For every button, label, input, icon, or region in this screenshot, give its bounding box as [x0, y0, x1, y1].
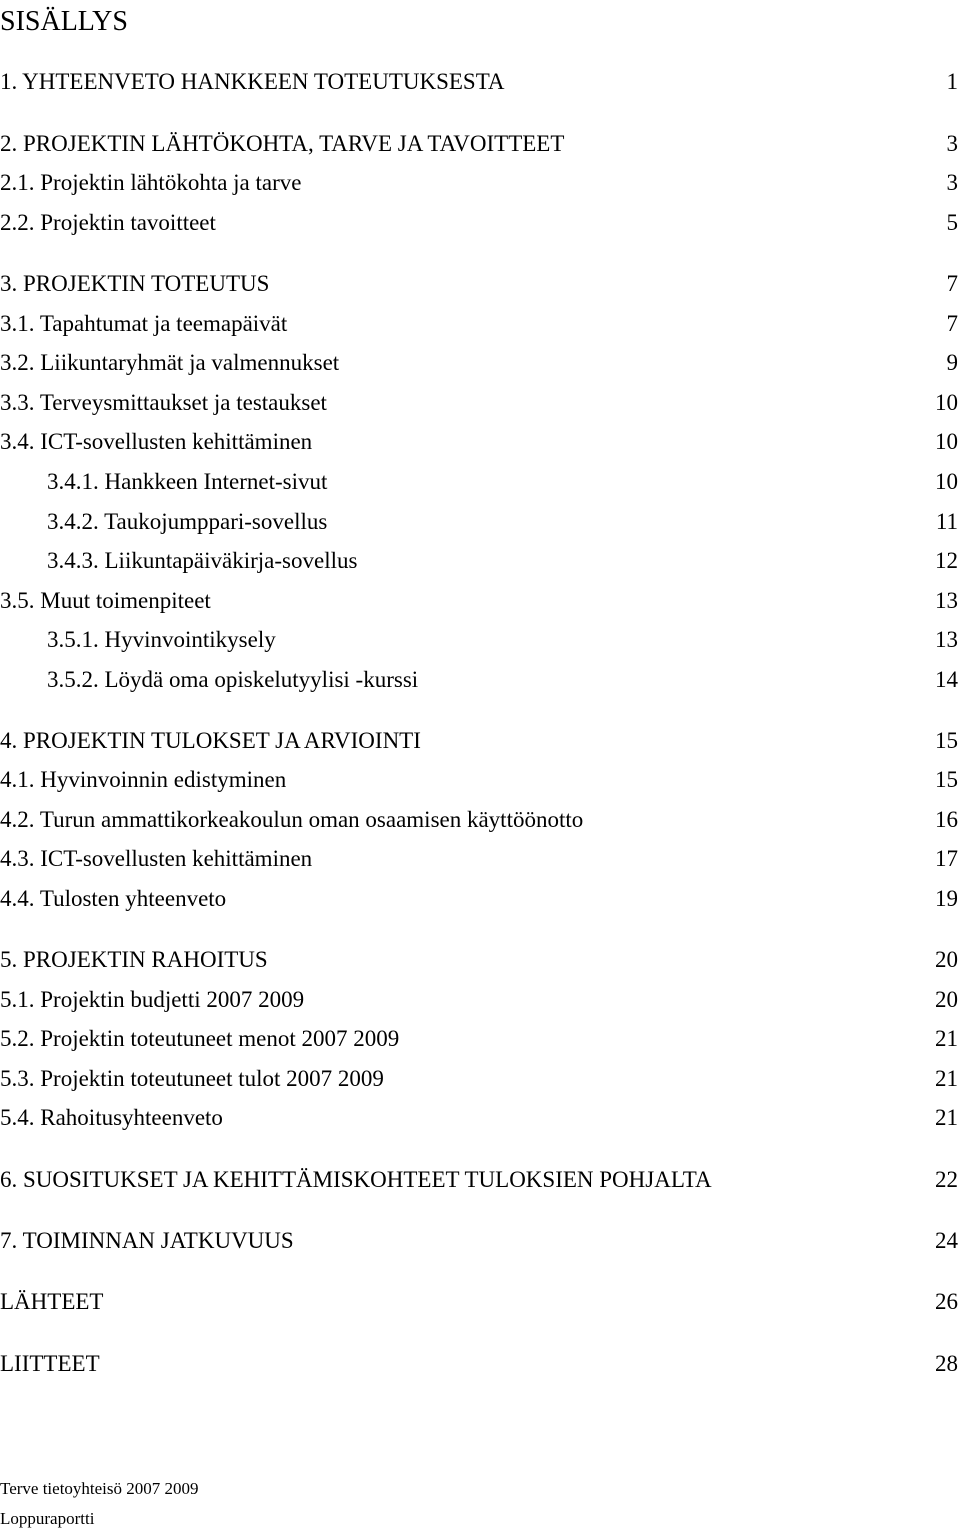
toc-entry-title: 5.2. Projektin toteutuneet menot 2007 2009	[0, 1026, 400, 1051]
toc-entry-title: 3.2. Liikuntaryhmät ja valmennukset	[0, 350, 340, 375]
toc-entry[interactable]	[0, 426, 958, 458]
toc-entry-title: 4.1. Hyvinvoinnin edistyminen	[0, 767, 287, 792]
toc-entry[interactable]	[0, 664, 958, 696]
toc-entry-page: 16	[935, 807, 958, 832]
toc-entry-page: 15	[935, 728, 958, 753]
toc-entry-page: 7	[946, 271, 958, 296]
toc-entry[interactable]	[0, 268, 958, 300]
toc-entry-title: LÄHTEET	[0, 1289, 104, 1314]
toc-entry[interactable]	[0, 506, 958, 538]
toc-entry-title: 3.4.3. Liikuntapäiväkirja-sovellus	[47, 548, 358, 573]
footer-project-name: Terve tietoyhteisö 2007 2009	[0, 1479, 199, 1498]
toc-entry-page: 7	[946, 311, 958, 336]
toc-entry-page: 5	[946, 210, 958, 235]
toc-entry[interactable]	[0, 725, 958, 757]
toc-entry[interactable]	[0, 585, 958, 617]
toc-entry[interactable]	[0, 944, 958, 976]
toc-entry-title: 5.4. Rahoitusyhteenveto	[0, 1105, 223, 1130]
toc-entry-title: 3. PROJEKTIN TOTEUTUS	[0, 271, 270, 296]
toc-entry-title: 7. TOIMINNAN JATKUVUUS	[0, 1228, 294, 1253]
toc-entry[interactable]	[0, 1225, 958, 1257]
toc-entry-page: 10	[935, 390, 958, 415]
toc-entry-page: 12	[935, 548, 958, 573]
toc-entry-page: 13	[935, 627, 958, 652]
toc-entry[interactable]	[0, 984, 958, 1016]
toc-entry-title: 3.5.1. Hyvinvointikysely	[47, 627, 276, 652]
toc-entry[interactable]	[0, 843, 958, 875]
toc-entry[interactable]	[0, 1063, 958, 1095]
toc-entry-page: 21	[935, 1026, 958, 1051]
toc-entry-page: 3	[946, 131, 958, 156]
toc-entry[interactable]	[0, 347, 958, 379]
toc-entry[interactable]	[0, 764, 958, 796]
toc-entry-title: 4. PROJEKTIN TULOKSET JA ARVIOINTI	[0, 728, 421, 753]
toc-entry-page: 13	[935, 588, 958, 613]
toc-entry-page: 22	[935, 1167, 958, 1192]
toc-entry-page: 10	[935, 469, 958, 494]
toc-entry-title: 1. YHTEENVETO HANKKEEN TOTEUTUKSESTA	[0, 69, 505, 94]
toc-entry[interactable]	[0, 545, 958, 577]
toc-entry-title: 4.4. Tulosten yhteenveto	[0, 886, 227, 911]
toc-entry[interactable]	[0, 1164, 958, 1196]
toc-entry-page: 20	[935, 947, 958, 972]
toc-entry-page: 21	[935, 1105, 958, 1130]
footer-report-type: Loppuraportti	[0, 1509, 95, 1528]
toc-entry[interactable]	[0, 1286, 958, 1318]
toc-entry-title: 3.4.1. Hankkeen Internet-sivut	[47, 469, 328, 494]
toc-entry-page: 3	[946, 170, 958, 195]
toc-entry-page: 24	[935, 1228, 958, 1253]
toc-entry[interactable]	[0, 207, 958, 239]
page-title: SISÄLLYS	[0, 6, 128, 37]
toc-entry[interactable]	[0, 1102, 958, 1134]
toc-entry-title: 2. PROJEKTIN LÄHTÖKOHTA, TARVE JA TAVOITTEET	[0, 131, 565, 156]
toc-entry-title: 3.5.2. Löydä oma opiskelutyylisi -kurssi	[47, 667, 419, 692]
toc-entry-title: 2.1. Projektin lähtökohta ja tarve	[0, 170, 302, 195]
toc-entry[interactable]	[0, 883, 958, 915]
toc-entry-page: 9	[946, 350, 958, 375]
toc-entry[interactable]	[0, 1023, 958, 1055]
toc-entry-page: 11	[935, 509, 958, 534]
toc-entry-page: 10	[935, 429, 958, 454]
toc-entry-page: 14	[935, 667, 958, 692]
toc-entry-title: 5.1. Projektin budjetti 2007 2009	[0, 987, 305, 1012]
toc-entry-page: 15	[935, 767, 958, 792]
toc-entry-page: 1	[946, 69, 958, 94]
toc-entry[interactable]	[0, 66, 958, 98]
toc-entry[interactable]	[0, 466, 958, 498]
toc-entry[interactable]	[0, 167, 958, 199]
toc-entry-title: 3.1. Tapahtumat ja teemapäivät	[0, 311, 288, 336]
toc-entry-title: 3.4. ICT-sovellusten kehittäminen	[0, 429, 313, 454]
toc-entry-title: LIITTEET	[0, 1351, 100, 1376]
toc-entry-title: 3.3. Terveysmittaukset ja testaukset	[0, 390, 327, 415]
toc-entry[interactable]	[0, 624, 958, 656]
toc-entry-page: 28	[935, 1351, 958, 1376]
toc-entry-page: 26	[935, 1289, 958, 1314]
toc-entry[interactable]	[0, 128, 958, 160]
toc-entry-title: 4.3. ICT-sovellusten kehittäminen	[0, 846, 313, 871]
toc-entry-title: 3.5. Muut toimenpiteet	[0, 588, 211, 613]
toc-entry-title: 6. SUOSITUKSET JA KEHITTÄMISKOHTEET TULOKSIEN POHJALTA	[0, 1167, 712, 1192]
toc-entry-title: 5.3. Projektin toteutuneet tulot 2007 2009	[0, 1066, 384, 1091]
toc-entry-title: 2.2. Projektin tavoitteet	[0, 210, 216, 235]
toc-entry-title: 3.4.2. Taukojumppari-sovellus	[47, 509, 328, 534]
toc-entry-page: 19	[935, 886, 958, 911]
toc-entry-title: 5. PROJEKTIN RAHOITUS	[0, 947, 268, 972]
toc-entry-page: 20	[935, 987, 958, 1012]
toc-entry[interactable]	[0, 387, 958, 419]
toc-entry[interactable]	[0, 804, 958, 836]
toc-entry[interactable]	[0, 1348, 958, 1380]
toc-entry-page: 21	[935, 1066, 958, 1091]
toc-entry[interactable]	[0, 308, 958, 340]
toc-entry-title: 4.2. Turun ammattikorkeakoulun oman osaamisen käyttöönotto	[0, 807, 584, 832]
toc-entry-page: 17	[935, 846, 958, 871]
